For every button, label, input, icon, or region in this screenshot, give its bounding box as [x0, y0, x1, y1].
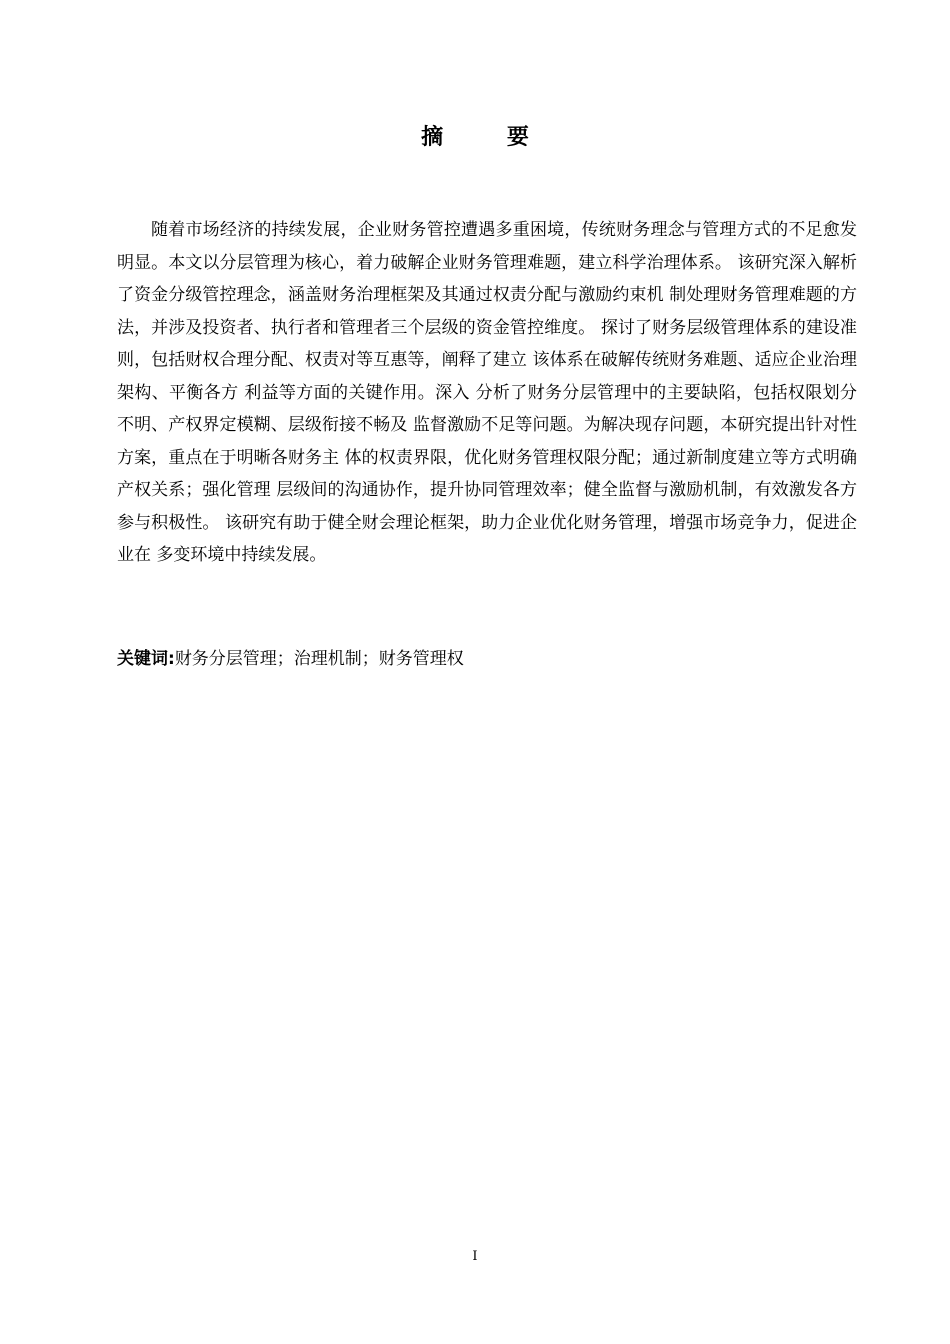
keywords-label: 关键词:	[117, 649, 175, 669]
keywords-line	[117, 645, 857, 673]
abstract-paragraph: 随着市场经济的持续发展，企业财务管控遭遇多重困境，传统财务理念与管理方式的不足愈发明显。本文以分层管理为核心，着力破解企业财务管理难题，建立科学治理体系。 该研究深入解析了资金分级管控理念，涵盖财务治理框架及其通过权责分配与激励约束机 制处理财务管理难题的方法，并涉及投资者、执行者和管理者三个层级的资金管控维度。 探讨了财务层级管理体系的建设准则，包括财权合理分配、权责对等互惠等，阐释了建立 该体系在破解传统财务难题、适应企业治理架构、平衡各方 利益等方面的关键作用。深入 分析了财务分层管理中的主要缺陷，包括权限划分不明、产权界定模糊、层级衔接不畅及 监督激励不足等问题。为解决现存问题，本研究提出针对性方案，重点在于明晰各财务主 体的权责界限，优化财务管理权限分配；通过新制度建立等方式明确产权关系；强化管理 层级间的沟通协作，提升协同管理效率；健全监督与激励机制，有效激发各方参与积极性。 该研究有助于健全财会理论框架，助力企业优化财务管理，增强市场竞争力，促进企业在 多变环境中持续发展。	[117, 220, 857, 565]
page-number: I	[472, 1249, 478, 1264]
abstract-title: 摘 要	[421, 125, 557, 150]
keywords-text: 财务分层管理；治理机制；财务管理权	[174, 649, 464, 669]
